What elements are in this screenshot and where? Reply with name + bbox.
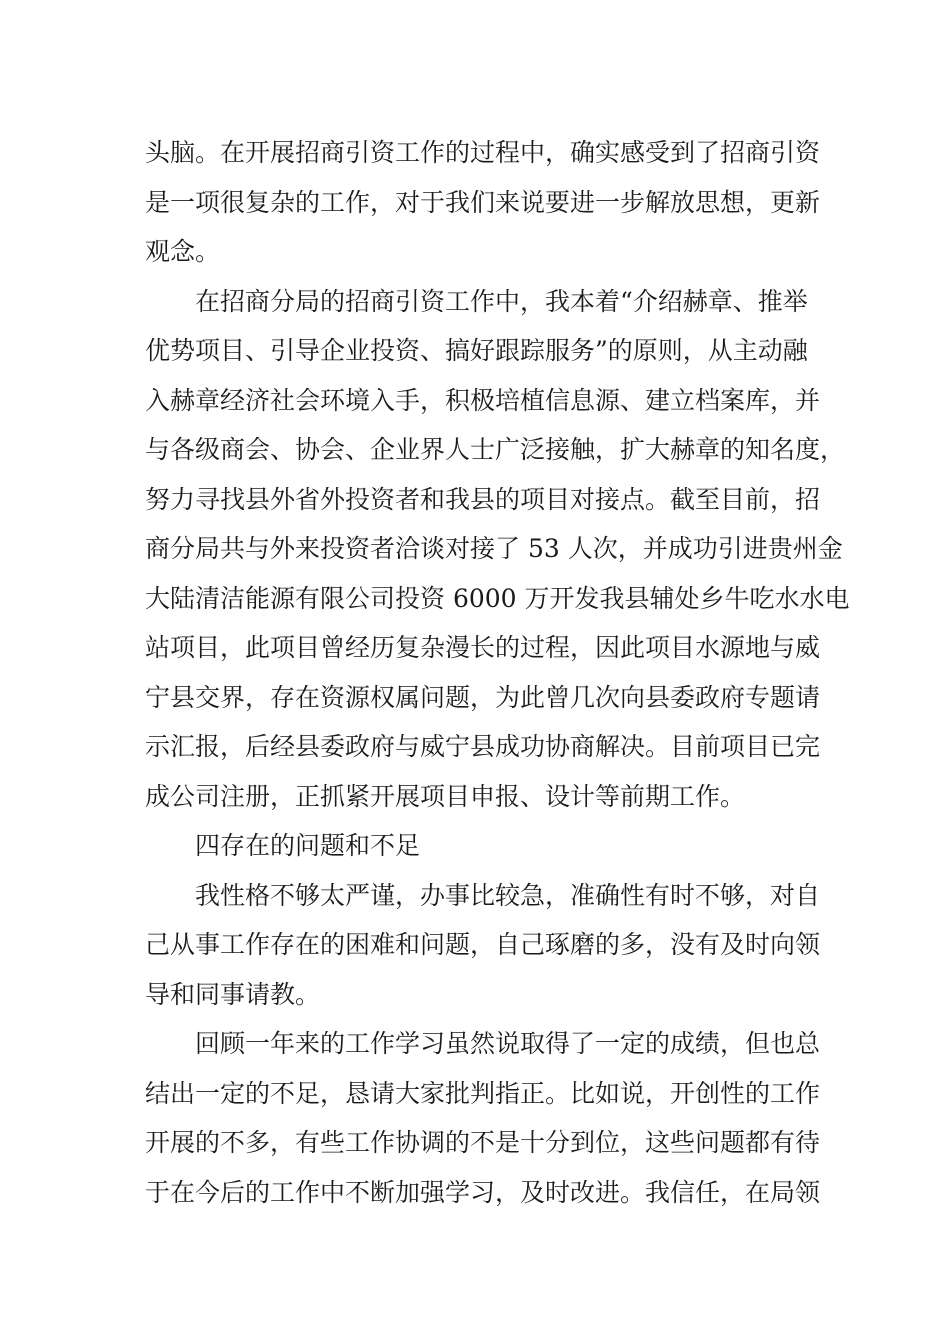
text-line: 优势项目、引导企业投资、搞好跟踪服务”的原则，从主动融 (145, 336, 808, 365)
body-text (145, 128, 850, 1217)
paragraph-start-line: 我性格不够太严谨，办事比较急，准确性有时不够，对自 (195, 880, 821, 910)
text-line: 结出一定的不足，恳请大家批判指正。比如说，开创性的工作 (145, 1078, 821, 1108)
section-heading: 四存在的问题和不足 (195, 831, 421, 860)
text-line: 开展的不多，有些工作协调的不是十分到位，这些问题都有待 (145, 1128, 821, 1157)
text-line: 成公司注册，正抓紧开展项目申报、设计等前期工作。 (145, 781, 746, 811)
text-line: 己从事工作存在的困难和问题，自己琢磨的多，没有及时向领 (145, 930, 821, 959)
text-line: 导和同事请教。 (145, 979, 321, 1009)
text-line: 是一项很复杂的工作，对于我们来说要进一步解放思想，更新 (145, 187, 821, 217)
paragraph-start-line: 在招商分局的招商引资工作中，我本着“介绍赫章、推举 (195, 286, 808, 316)
text-line: 站项目，此项目曾经历复杂漫长的过程，因此项目水源地与威 (145, 633, 821, 662)
text-line: 宁县交界，存在资源权属问题，为此曾几次向县委政府专题请 (145, 682, 821, 712)
text-line: 与各级商会、协会、企业界人士广泛接触，扩大赫章的知名度， (145, 435, 846, 464)
text-line: 于在今后的工作中不断加强学习，及时改进。我信任，在局领 (145, 1177, 821, 1207)
text-line: 观念。 (145, 237, 221, 266)
text-line: 示汇报，后经县委政府与威宁县成功协商解决。目前项目已完 (145, 732, 821, 761)
text-line: 头脑。在开展招商引资工作的过程中，确实感受到了招商引资 (145, 138, 821, 167)
paragraph-start-line: 回顾一年来的工作学习虽然说取得了一定的成绩，但也总 (195, 1029, 821, 1058)
text-line: 大陆清洁能源有限公司投资 6000 万开发我县辅处乡牛吃水水电 (145, 583, 850, 613)
text-line: 努力寻找县外省外投资者和我县的项目对接点。截至目前，招 (145, 484, 821, 514)
text-line: 商分局共与外来投资者洽谈对接了 53 人次，并成功引进贵州金 (145, 534, 843, 563)
text-line: 入赫章经济社会环境入手，积极培植信息源、建立档案库，并 (145, 385, 821, 415)
